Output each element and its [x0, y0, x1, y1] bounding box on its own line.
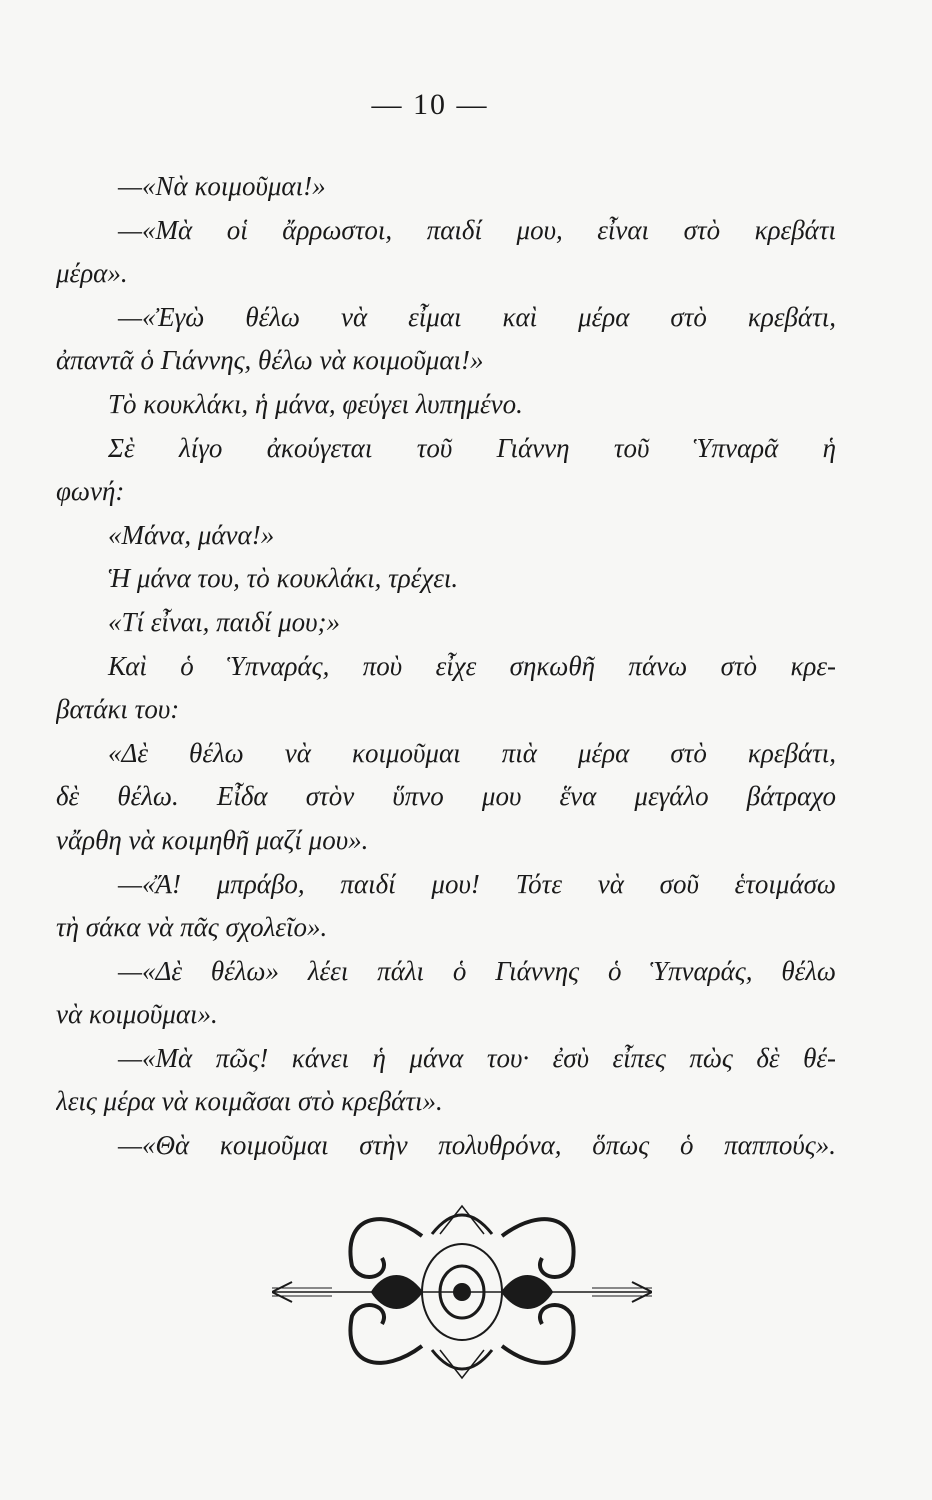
- text-line: «Μάνα, μάνα!»: [108, 519, 275, 550]
- text-line: «Δὲ θέλω νὰ κοιμοῦμαι πιὰ μέρα στὸ κρεβάτι,: [108, 737, 836, 768]
- text-line: Καὶ ὁ Ὑπναράς, ποὺ εἶχε σηκωθῆ πάνω στὸ κρε-: [108, 650, 836, 681]
- text-line: δὲ θέλω. Εἶδα στὸν ὕπνο μου ἕνα μεγάλο βάτραχο: [56, 781, 836, 812]
- text-line: λεις μέρα νὰ κοιμᾶσαι στὸ κρεβάτι».: [56, 1086, 443, 1117]
- page-number: — 10 —: [371, 88, 489, 121]
- text-line: μέρα».: [56, 258, 128, 289]
- text-line: φωνή:: [56, 476, 125, 507]
- text-line: —«Ἐγὼ θέλω νὰ εἶμαι καὶ μέρα στὸ κρεβάτι,: [118, 301, 836, 332]
- text-line: —«Μὰ οἱ ἄρρωστοι, παιδί μου, εἶναι στὸ κρεβάτι: [118, 214, 836, 245]
- text-line: νἄρθη νὰ κοιμηθῆ μαζί μου».: [56, 824, 369, 855]
- text-line: «Τί εἶναι, παιδί μου;»: [108, 606, 341, 637]
- text-line: —«Νὰ κοιμοῦμαι!»: [118, 171, 326, 201]
- text-line: τὴ σάκα νὰ πᾶς σχολεῖο».: [56, 912, 328, 943]
- text-line: νὰ κοιμοῦμαι».: [56, 999, 218, 1030]
- text-line: —«Δὲ θέλω» λέει πάλι ὁ Γιάννης ὁ Ὑπναράς, θέλω: [118, 955, 836, 986]
- text-line: Τὸ κουκλάκι, ἡ μάνα, φεύγει λυπημένο.: [108, 388, 523, 419]
- text-line: Σὲ λίγο ἀκούγεται τοῦ Γιάννη τοῦ Ὑπναρᾶ ἡ: [108, 432, 836, 463]
- text-line: βατάκι του:: [56, 694, 180, 725]
- text-line: —«Θὰ κοιμοῦμαι στὴν πολυθρόνα, ὅπως ὁ παππούς».: [118, 1130, 836, 1161]
- body-text: [56, 165, 836, 1168]
- text-line: —«Μὰ πῶς! κάνει ἡ μάνα του· ἐσὺ εἶπες πὼς δὲ θέ-: [118, 1042, 836, 1073]
- floral-ornament-icon: [272, 1196, 652, 1386]
- text-line: Ἡ μάνα του, τὸ κουκλάκι, τρέχει.: [108, 563, 459, 594]
- text-line: —«Ἄ! μπράβο, παιδί μου! Τότε νὰ σοῦ ἑτοιμάσω: [118, 868, 836, 899]
- text-line: ἀπαντᾶ ὁ Γιάννης, θέλω νὰ κοιμοῦμαι!»: [56, 345, 484, 376]
